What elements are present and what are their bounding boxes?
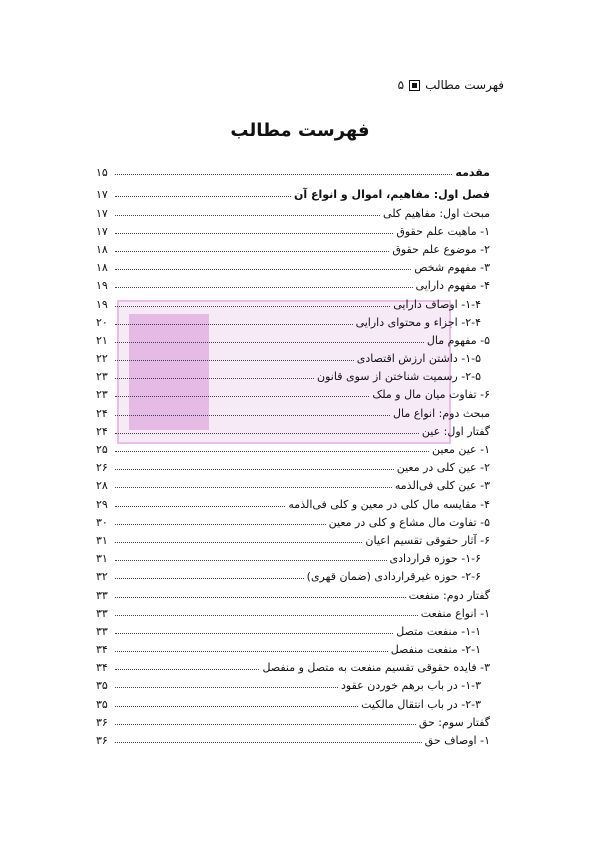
dot-leader <box>115 324 353 325</box>
dot-leader <box>115 251 389 252</box>
running-title: فهرست مطالب <box>425 78 504 92</box>
toc-entry-label: ۳- فایده حقوقی تقسیم منفعت به متصل و منفصل <box>262 661 490 675</box>
toc-entry-page: ۳۲ <box>96 570 108 584</box>
dot-leader <box>115 724 416 725</box>
toc-entry-page: ۲۱ <box>96 333 108 347</box>
running-header <box>398 78 504 92</box>
dot-leader <box>115 287 413 288</box>
dot-leader <box>115 396 369 397</box>
toc-entry <box>96 401 490 419</box>
toc-entry-page: ۲۳ <box>96 370 108 384</box>
toc-entry-page: ۱۷ <box>96 206 108 220</box>
toc-entry-page: ۲۰ <box>96 315 108 329</box>
toc-entry <box>96 638 490 656</box>
dot-leader <box>115 233 393 234</box>
toc-entry-label: ۵- مفهوم مال <box>426 333 490 347</box>
toc-entry-page: ۳۳ <box>96 606 108 620</box>
dot-leader <box>115 506 285 507</box>
toc-entry <box>96 347 490 365</box>
toc-entry-page: ۱۸ <box>96 261 108 275</box>
dot-leader <box>115 269 411 270</box>
toc-entry <box>96 220 490 238</box>
dot-leader <box>115 342 424 343</box>
toc-entry <box>96 711 490 729</box>
dot-leader <box>115 651 388 652</box>
dot-leader <box>115 360 354 361</box>
toc-entry-label: مبحث اول: مفاهیم کلی <box>383 206 490 220</box>
toc-entry-label: ۵- تفاوت مال مشاع و کلی در معین <box>328 515 490 529</box>
dot-leader <box>115 306 390 307</box>
toc-entry <box>96 201 490 219</box>
toc-entry <box>96 547 490 565</box>
toc-entry <box>96 383 490 401</box>
toc-entry-page: ۳۱ <box>96 552 108 566</box>
toc-entry <box>96 420 490 438</box>
toc-entry-page: ۲۶ <box>96 461 108 475</box>
toc-entry <box>96 602 490 620</box>
toc-entry <box>96 365 490 383</box>
toc-entry-page: ۲۴ <box>96 424 108 438</box>
toc-entry-label: ۶- آثار حقوقی تقسیم اعیان <box>365 533 490 547</box>
toc-entry <box>96 238 490 256</box>
dot-leader <box>115 433 419 434</box>
toc-entry <box>96 674 490 692</box>
toc-entry-label: ۴- مفهوم دارایی <box>415 279 490 293</box>
toc-entry-page: ۱۹ <box>96 297 108 311</box>
toc-entry-label: ۱-۳- در باب برهم خوردن عقود <box>341 679 481 693</box>
dot-leader <box>115 174 452 175</box>
toc-entry <box>96 274 490 292</box>
toc-entry <box>96 729 490 747</box>
square-ornament-icon <box>409 80 420 91</box>
page-title: فهرست مطالب <box>230 120 370 141</box>
dot-leader <box>115 687 338 688</box>
toc-entry-label: ۱-۶- حوزه قراردادی <box>389 552 481 566</box>
toc-entry-label: مبحث دوم: انواع مال <box>393 406 490 420</box>
toc-entry-page: ۱۵ <box>96 166 108 180</box>
toc-entry-page: ۱۸ <box>96 242 108 256</box>
dot-leader <box>115 415 390 416</box>
dot-leader <box>115 542 362 543</box>
table-of-contents <box>96 161 490 747</box>
toc-entry <box>96 183 490 201</box>
dot-leader <box>115 669 259 670</box>
toc-entry-label: گفتار دوم: منفعت <box>408 588 490 602</box>
toc-entry-label: ۱- عین معین <box>431 443 490 456</box>
toc-entry-label: ۲-۵- رسمیت شناختن از سوی قانون <box>317 370 481 384</box>
toc-entry <box>96 656 490 674</box>
toc-entry-label: گفتار اول: عین <box>421 424 490 438</box>
toc-entry <box>96 292 490 310</box>
toc-entry <box>96 692 490 710</box>
toc-entry-page: ۳۵ <box>96 697 108 711</box>
toc-entry-page: ۲۳ <box>96 388 108 402</box>
toc-entry-page: ۲۵ <box>96 443 108 456</box>
toc-entry <box>96 511 490 529</box>
toc-entry-label: ۲- موضوع علم حقوق <box>392 242 490 256</box>
toc-entry-page: ۳۵ <box>96 679 108 693</box>
toc-entry <box>96 311 490 329</box>
toc-entry-label: ۲- عین کلی در معین <box>396 461 490 475</box>
dot-leader <box>115 451 429 452</box>
toc-entry-label: ۱-۴- اوصاف دارایی <box>393 297 481 311</box>
toc-entry-label: ۲-۶- حوزه غیرقراردادی (ضمان قهری) <box>306 570 481 584</box>
toc-entry-page: ۳۶ <box>96 715 108 729</box>
toc-entry-page: ۳۶ <box>96 734 108 747</box>
toc-entry <box>96 565 490 583</box>
toc-entry <box>96 438 490 456</box>
toc-entry-label: ۱- اوصاف حق <box>424 734 490 747</box>
toc-entry-label: ۲-۴- اجزاء و محتوای دارایی <box>355 315 481 329</box>
toc-entry-label: ۲-۳- در باب انتقال مالکیت <box>361 697 481 711</box>
toc-entry-page: ۲۸ <box>96 479 108 493</box>
toc-entry-label: ۱- انواع منفعت <box>420 606 490 620</box>
dot-leader <box>115 378 314 379</box>
dot-leader <box>115 615 418 616</box>
toc-entry-page: ۳۱ <box>96 533 108 547</box>
toc-entry-page: ۲۹ <box>96 497 108 511</box>
toc-entry-label: ۱-۵- داشتن ارزش اقتصادی <box>356 352 481 366</box>
dot-leader <box>115 215 380 216</box>
toc-entry-page: ۳۳ <box>96 624 108 638</box>
dot-leader <box>115 196 291 197</box>
toc-entry <box>96 583 490 601</box>
toc-entry <box>96 474 490 492</box>
toc-entry-label: فصل اول: مفاهیم، اموال و انواع آن <box>293 188 490 202</box>
dot-leader <box>115 578 304 579</box>
header-page-number: ۵ <box>397 78 405 92</box>
toc-entry <box>96 256 490 274</box>
dot-leader <box>115 560 387 561</box>
toc-entry-label: ۳- عین کلی فی‌الذمه <box>394 479 490 493</box>
toc-entry <box>96 329 490 347</box>
toc-entry-label: ۶- تفاوت میان مال و ملک <box>372 388 490 402</box>
dot-leader <box>115 742 422 743</box>
dot-leader <box>115 597 406 598</box>
toc-entry-page: ۲۲ <box>96 352 108 366</box>
toc-entry-page: ۲۴ <box>96 406 108 420</box>
toc-entry <box>96 161 490 179</box>
toc-entry-label: مقدمه <box>455 166 490 180</box>
toc-entry-label: ۱-۱- منفعت متصل <box>396 624 481 638</box>
toc-entry <box>96 620 490 638</box>
dot-leader <box>115 706 358 707</box>
toc-entry-page: ۱۷ <box>96 188 108 202</box>
toc-entry-page: ۳۳ <box>96 588 108 602</box>
toc-entry-label: ۳- مفهوم شخص <box>414 261 490 275</box>
toc-entry-label: ۴- مقایسه مال کلی در معین و کلی فی‌الذمه <box>288 497 490 511</box>
toc-entry-label: گفتار سوم: حق <box>418 715 490 729</box>
dot-leader <box>115 469 394 470</box>
toc-entry <box>96 456 490 474</box>
toc-entry-page: ۳۰ <box>96 515 108 529</box>
toc-entry-page: ۱۷ <box>96 224 108 238</box>
dot-leader <box>115 524 326 525</box>
dot-leader <box>115 487 392 488</box>
toc-entry-label: ۱- ماهیت علم حقوق <box>396 224 490 238</box>
toc-entry <box>96 492 490 510</box>
toc-entry-label: ۲-۱- منفعت منفصل <box>390 643 481 657</box>
dot-leader <box>115 633 393 634</box>
toc-entry-page: ۳۴ <box>96 661 108 675</box>
toc-entry-page: ۱۹ <box>96 279 108 293</box>
toc-entry-page: ۳۴ <box>96 643 108 657</box>
toc-entry <box>96 529 490 547</box>
